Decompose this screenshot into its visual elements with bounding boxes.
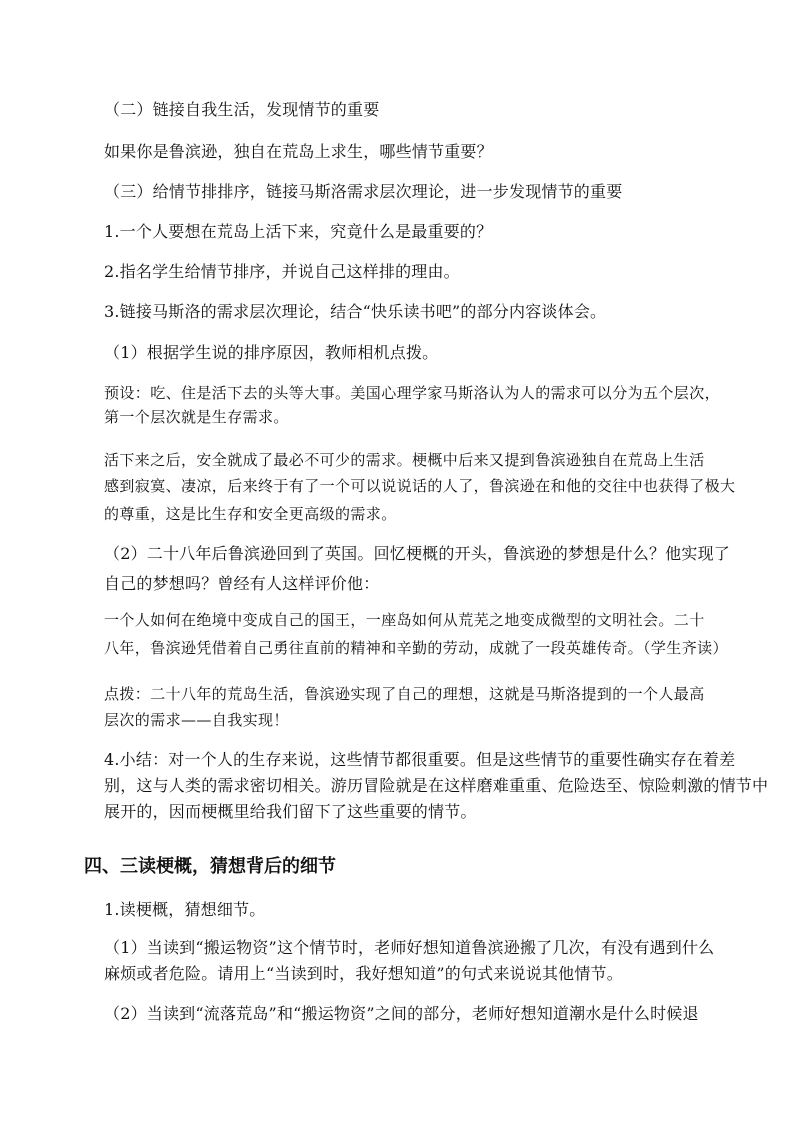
section-4-item-1: 1.读梗概，猜想细节。: [104, 900, 266, 919]
section-3-item-2: 2.指名学生给情节排序，并说自己这样排的理由。: [104, 262, 460, 281]
section-2-question: 如果你是鲁滨逊，独自在荒岛上求生，哪些情节重要？: [104, 142, 493, 161]
section-4-sub-2-line-1: （2）当读到“流落荒岛”和“搬运物资”之间的部分，老师好想知道潮水是什么时候退: [104, 1004, 699, 1023]
section-3-title: （三）给情节排排序，链接马斯洛需求层次理论，进一步发现情节的重要: [104, 182, 623, 201]
summary-line-2: 别，这与人类的需求密切相关。游历冒险就是在这样磨难重重、危险迭至、惊险刺激的情节中: [104, 776, 769, 795]
summary-line-3: 展开的，因而梗概里给我们留下了这些重要的情节。: [104, 802, 477, 821]
quote-line-2: 八年，鲁滨逊凭借着自己勇往直前的精神和辛勤的劳动，成就了一段英雄传奇。（学生齐读）: [104, 639, 728, 657]
section-4-sub-1-line-2: 麻烦或者危险。请用上“当读到时，我好想知道”的句式来说说其他情节。: [104, 964, 623, 983]
section-3-sub-2-line-1: （2）二十八年后鲁滨逊回到了英国。回忆梗概的开头，鲁滨逊的梦想是什么？他实现了: [104, 544, 730, 563]
section-3-item-1: 1.一个人要想在荒岛上活下来，究竟什么是最重要的？: [104, 222, 493, 241]
summary-line-1: 4.小结：对一个人的生存来说，这些情节都很重要。但是这些情节的重要性确实存在着差: [104, 750, 736, 769]
section-3-sub-2-line-2: 自己的梦想吗？曾经有人这样评价他：: [104, 574, 380, 593]
section-4-sub-1-line-1: （1）当读到“搬运物资”这个情节时，老师好想知道鲁滨逊搬了几次，有没有遇到什么: [104, 938, 715, 957]
preset-paragraph-line-2: 第一个层次就是生存需求。: [104, 408, 289, 426]
alive-paragraph-line-2: 感到寂寞、凄凉，后来终于有了一个可以说说话的人了，鲁滨逊在和他的交往中也获得了极大: [104, 477, 736, 495]
pointer-paragraph-line-2: 层次的需求——自我实现！: [104, 711, 289, 729]
section-3-sub-1: （1）根据学生说的排序原因，教师相机点拨。: [104, 343, 439, 362]
section-3-item-3: 3.链接马斯洛的需求层次理论，结合“快乐读书吧”的部分内容谈体会。: [104, 302, 607, 321]
alive-paragraph-line-1: 活下来之后，安全就成了最必不可少的需求。梗概中后来又提到鲁滨逊独自在荒岛上生活: [104, 451, 705, 469]
section-4-heading: 四、三读梗概，猜想背后的细节: [84, 856, 336, 877]
quote-line-1: 一个人如何在绝境中变成自己的国王，一座岛如何从荒芜之地变成微型的文明社会。二十: [104, 611, 705, 629]
preset-paragraph-line-1: 预设：吃、住是活下去的头等大事。美国心理学家马斯洛认为人的需求可以分为五个层次，: [104, 384, 721, 402]
alive-paragraph-line-3: 的尊重，这是比生存和安全更高级的需求。: [104, 505, 397, 523]
pointer-paragraph-line-1: 点拨：二十八年的荒岛生活，鲁滨逊实现了自己的理想，这就是马斯洛提到的一个人最高: [104, 685, 705, 703]
section-2-title: （二）链接自我生活，发现情节的重要: [104, 100, 380, 119]
